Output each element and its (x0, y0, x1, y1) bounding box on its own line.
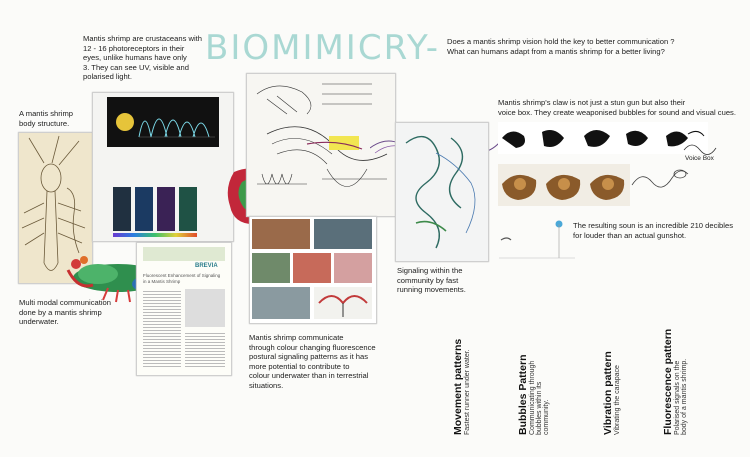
claw-note: Mantis shrimp's claw is not just a stun gun but also their voice box. They create weaponised bubbles for sound and visual cues. (498, 98, 736, 117)
decibel-note: The resulting soun is an incredible 210 decibles for louder than an actual gunshot. (573, 221, 733, 240)
claw-photo-strip (498, 164, 630, 206)
grid-photo-4 (293, 253, 331, 283)
research-paper (136, 242, 232, 376)
paper-text-column (143, 289, 181, 369)
shrimp-specimen-3 (157, 187, 175, 231)
decibel-graph (497, 218, 577, 264)
pattern-vibration: Vibration pattern Vibrating the carapace (602, 351, 621, 435)
research-question: Does a mantis shrimp vision hold the key to better communication ? What can humans adapt from a mantis shrimp for a better living? (447, 37, 675, 56)
voice-box-label: Voice Box (685, 155, 714, 162)
colour-changing-note: Mantis shrimp communicate through colour changing fluorescence postural signaling patterns as it has more potential to contribute to colour underwater than in terrestrial situations. (249, 333, 376, 390)
grid-photo-2 (314, 219, 372, 249)
page-title: BIOMIMICRY- (205, 28, 441, 68)
grid-diagram (314, 287, 372, 319)
pattern-fluorescence: Fluorescence pattern Polarised signals on the body of a mantis shrimp. (662, 328, 688, 435)
bubble-doodle (630, 160, 690, 200)
paper-label: BREVIA (195, 263, 218, 269)
body-structure-note: A mantis shrimp body structure. (19, 109, 74, 128)
fluorescence-photo-grid (249, 216, 377, 324)
pattern-bubbles: Bubbles Pattern Communicating through bubbles within its community. (517, 354, 550, 435)
grid-photo-1 (252, 219, 310, 249)
paper-headline: Fluorescent Enhancement of Signaling in a Mantis Shrimp (143, 273, 221, 284)
shrimp-specimen-4 (179, 187, 197, 231)
grid-photo-3 (252, 253, 290, 283)
grid-photo-5 (334, 253, 372, 283)
photoreceptors-note: Mantis shrimp are crustaceans with 12 - 16 photoreceptors in their eyes, unlike humans have only 3. They can see UV, visible and polarised light. (83, 34, 203, 82)
photoreceptor-chart-panel (92, 92, 234, 242)
pattern-movement: Movement patterns Fastest runner under water. (452, 338, 471, 435)
paper-figure (185, 289, 225, 327)
paper-header (143, 247, 225, 261)
spectrum-bar (113, 233, 197, 237)
bubble-sequence-strip (498, 122, 708, 154)
paper-text-column-2 (185, 331, 225, 369)
grid-photo-6 (252, 287, 310, 319)
signaling-note: Signaling within the community by fast running movements. (397, 266, 466, 295)
movement-sketch (395, 122, 489, 262)
spectral-graph (107, 97, 219, 147)
multimodal-note: Multi modal communication done by a mantis shrimp underwater. (19, 298, 112, 327)
shrimp-specimen-2 (135, 187, 153, 231)
shrimp-specimen-1 (113, 187, 131, 231)
